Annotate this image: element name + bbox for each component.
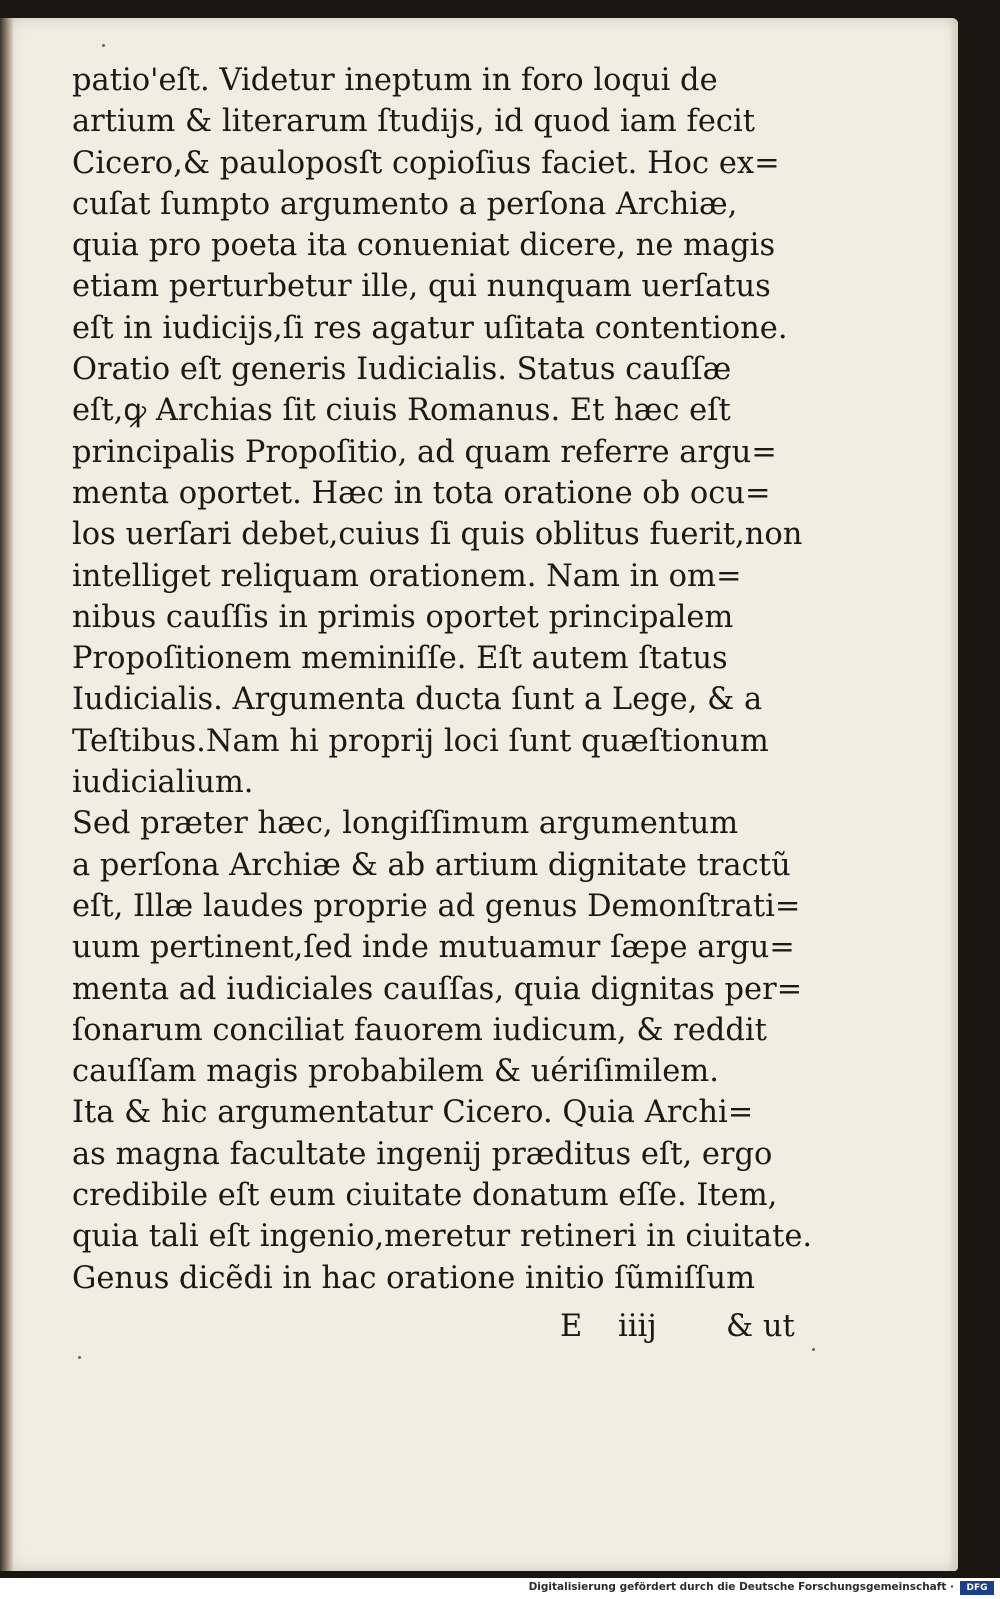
footer-bar (0, 1578, 1000, 1599)
text-line: Oratio eſt generis Iudicialis. Status cauſſæ (72, 352, 732, 388)
text-line: Cicero,& pauloposſt copioſius faciet. Hoc ex= (72, 145, 780, 181)
signature-mark: E (560, 1309, 583, 1344)
text-line: as magna facultate ingenij præditus eſt, ergo (72, 1136, 773, 1172)
text-line: eſt in iudicijs,ſi res agatur uſitata contentione. (72, 310, 788, 346)
text-line: patio'eſt. Videtur ineptum in foro loqui de (72, 63, 718, 98)
paper-speck (78, 1356, 81, 1359)
text-line: artium & literarum ſtudijs, id quod iam fecit (72, 104, 755, 140)
funding-credit: Digitalisierung gefördert durch die Deutsche Forschungsgemeinschaft · (528, 1581, 954, 1593)
text-line: cuſat ſumpto argumento a perſona Archiæ, (72, 186, 738, 222)
text-line: Iudicialis. Argumenta ducta ſunt a Lege, & a (72, 682, 763, 718)
text-line: los uerſari debet,cuius ſi quis oblitus fuerit,non (72, 517, 803, 553)
signature-number: iiij (618, 1309, 657, 1344)
text-line: Sed præter hæc, longiſſimum argumentum (72, 806, 739, 842)
text-line: Genus dicẽdi in hac oratione initio ſũmiſſum (72, 1260, 755, 1296)
text-line: cauſſam magis probabilem & uériſimilem. (72, 1054, 719, 1090)
page-text (72, 60, 812, 1299)
text-line: uum pertinent,ſed inde mutuamur ſæpe argu= (72, 930, 795, 966)
catchword: & ut (726, 1309, 795, 1344)
text-line: quia pro poeta ita conueniat dicere, ne magis (72, 228, 776, 264)
text-line: menta oportet. Hæc in tota oratione ob ocu= (72, 475, 771, 511)
text-line: iudicialium. (72, 765, 254, 801)
text-line: menta ad iudiciales cauſſas, quia dignitas per= (72, 971, 803, 1007)
text-line: eſt, Illæ laudes proprie ad genus Demonſtrati= (72, 888, 801, 924)
page-signature-line (0, 1305, 958, 1349)
paper-speck (812, 1348, 815, 1351)
text-line: Propoſitionem meminiſſe. Eſt autem ſtatus (72, 641, 728, 677)
text-line: a perſona Archiæ & ab artium dignitate tractũ (72, 847, 791, 883)
text-line: Teſtibus.Nam hi proprij loci ſunt quæſtionum (72, 723, 769, 759)
paper-speck (102, 44, 105, 47)
text-line: quia tali eſt ingenio,meretur retineri in ciuitate. (72, 1219, 812, 1255)
text-line: credibile eſt eum ciuitate donatum eſſe. Item, (72, 1178, 778, 1214)
text-line: Ita & hic argumentatur Cicero. Quia Archi= (72, 1095, 754, 1131)
text-line: ſonarum conciliat fauorem iudicum, & reddit (72, 1012, 767, 1048)
book-page (0, 18, 958, 1571)
text-line: eſt,ꝙ Archias ſit ciuis Romanus. Et hæc eſt (72, 393, 731, 429)
dfg-logo: DFG (960, 1581, 994, 1595)
text-line: nibus cauſſis in primis oportet principalem (72, 599, 734, 635)
text-line: principalis Propoſitio, ad quam referre argu= (72, 434, 777, 470)
text-line: etiam perturbetur ille, qui nunquam uerſatus (72, 269, 771, 305)
text-line: intelliget reliquam orationem. Nam in om= (72, 558, 742, 594)
